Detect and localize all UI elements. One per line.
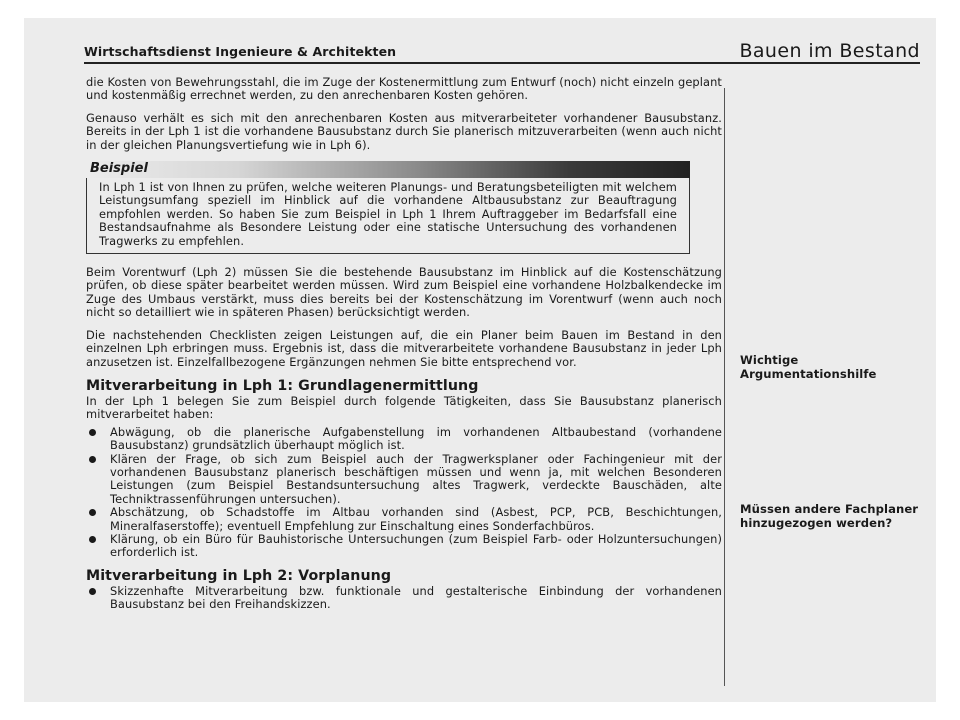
publication-title: Wirtschaftsdienst Ingenieure & Architekten	[84, 44, 397, 59]
section-heading-lph1: Mitverarbeitung in Lph 1: Grundlagenermittlung	[86, 377, 479, 394]
bullet-icon	[89, 588, 96, 595]
section-title: Bauen im Bestand	[739, 40, 920, 62]
list-item	[86, 506, 722, 533]
example-box-header	[86, 161, 690, 178]
paragraph: Genauso verhält es sich mit den anrechenbaren Kosten aus mitverarbeiteter vorhandener Bausubstanz. Bereits in der Lph 1 ist die vorhandene Bausubstanz durch Sie planerisch mitzuverarbeiten (wenn auch nicht in der gleichen Planungsvertiefung wie in Lph 6).	[86, 110, 722, 152]
sidenote-fachplaner: Müssen andere Fachplaner hinzugezogen werden?	[740, 502, 919, 530]
list-item	[86, 585, 722, 612]
list-item	[86, 426, 722, 453]
sidenote-argumentation: Wichtige Argumentationshilfe	[740, 353, 877, 381]
list-item	[86, 453, 722, 507]
example-box-title: Beispiel	[90, 161, 148, 177]
example-box-text: In Lph 1 ist von Ihnen zu prüfen, welche weiteren Planungs- und Beratungsbeteiligten mit welchem Leistungsumfang speziell im Hinblick auf die vorhandene Altbausubstanz zur Beauftragung empfohlen werden. So haben Sie zum Beispiel in Lph 1 Ihrem Auftraggeber im Bedarfsfall eine Bestandsaufnahme als Besondere Leistung oder eine statische Untersuchung des vorhandenen Tragwerks zu empfehlen.	[86, 178, 690, 254]
scanned-page	[24, 18, 936, 702]
list-item-text: Skizzenhafte Mitverarbeitung bzw. funktionale und gestalterische Einbindung der vorhandenen Bausubstanz bei den Freihandskizzen.	[110, 583, 722, 612]
paragraph: die Kosten von Bewehrungsstahl, die im Zuge der Kostenermittlung zum Entwurf (noch) nicht einzeln geplant und kostenmäßig errechnet werden, zu den anrechenbaren Kosten gehören.	[86, 75, 722, 103]
list-item	[86, 533, 722, 560]
main-column	[86, 76, 722, 620]
list-item-text: Klären der Frage, ob sich zum Beispiel auch der Tragwerksplaner oder Fachingenieur mit der vorhandenen Bausubstanz planerisch beschäftigen müssen und wenn ja, mit welchen Besonderen Leistungen (zum Beispiel Bestandsuntersuchung altes Tragwerk, verdeckte Bauschäden, alte Techniktrassenführungen untersuchen).	[110, 451, 722, 506]
section-intro: In der Lph 1 belegen Sie zum Beispiel durch folgende Tätigkeiten, dass Sie Bausubstanz planerisch mitverarbeitet haben:	[86, 393, 722, 422]
bullet-icon	[89, 429, 96, 436]
paragraph: Beim Vorentwurf (Lph 2) müssen Sie die bestehende Bausubstanz im Hinblick auf die Kostenschätzung prüfen, ob diese später bearbeitet werden müssen. Wird zum Beispiel eine vorhandene Holzbalkendecke im Zuge des Umbaus verstärkt, muss dies bereits bei der Kostenschätzung im Vorentwurf (wenn auch noch nicht so detailliert wie in späteren Phasen) berücksichtigt werden.	[86, 265, 722, 320]
example-box	[86, 161, 690, 254]
list-item-text: Abwägung, ob die planerische Aufgabenstellung im vorhandenen Altbaubestand (vorhandene Bausubstanz) grundsätzlich überhaupt möglich ist.	[110, 424, 722, 453]
bullet-list-lph2	[86, 585, 722, 612]
paragraph: Die nachstehenden Checklisten zeigen Leistungen auf, die ein Planer beim Bauen im Bestand in den einzelnen Lph erbringen muss. Ergebnis ist, dass die mitverarbeitete vorhandene Bausubstanz in jeder Lph anzusetzen ist. Einzelfallbezogene Ergänzungen nehmen Sie bitte entsprechend vor.	[86, 327, 722, 369]
bullet-icon	[89, 509, 96, 516]
list-item-text: Klärung, ob ein Büro für Bauhistorische Untersuchungen (zum Beispiel Farb- oder Holzuntersuchungen) erforderlich ist.	[110, 531, 722, 560]
bullet-icon	[89, 536, 96, 543]
list-item-text: Abschätzung, ob Schadstoffe im Altbau vorhanden sind (Asbest, PCP, PCB, Beschichtungen, Mineralfaserstoffe); eventuell Empfehlung zur Einschaltung eines Sonderfachbüros.	[110, 505, 722, 533]
section-heading-lph2: Mitverarbeitung in Lph 2: Vorplanung	[86, 567, 392, 584]
page-header	[84, 32, 920, 64]
bullet-list-lph1	[86, 426, 722, 560]
bullet-icon	[89, 456, 96, 463]
column-divider	[724, 88, 725, 686]
